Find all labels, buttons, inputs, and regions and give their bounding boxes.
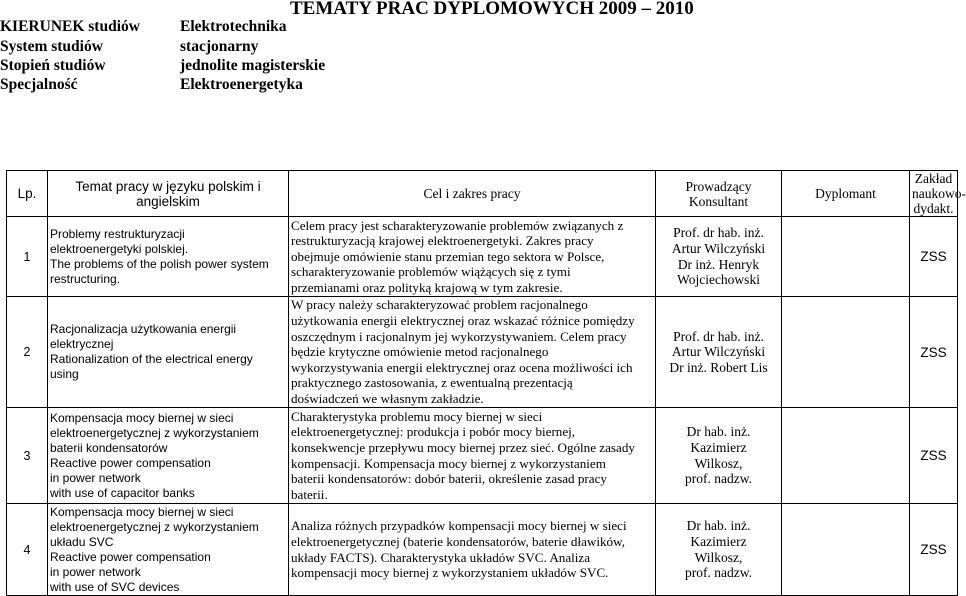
supervisor-cell: Prof. dr hab. inż. Artur Wilczyński Dr inż. Robert Lis [656,297,782,408]
topic-cell [48,504,289,596]
topic-pl-line: baterii kondensatorów [50,440,168,455]
row-number: 4 [7,504,48,596]
topic-pl-line: elektroenergetycznej z wykorzystaniem [50,519,259,534]
topic-pl-line: Problemy restrukturyzacji [50,226,185,241]
column-header-graduate: Dyplomant [782,171,910,217]
table-header-row [7,171,958,217]
topic-en-line: The problems of the polish power system [50,256,269,271]
topic-pl-line: układu SVC [50,534,114,549]
meta-value: stacjonarny [180,38,259,55]
graduate-cell [782,217,910,297]
table-row [7,297,958,408]
column-header-topic: Temat pracy w języku polskim i angielskim [48,171,289,217]
graduate-cell [782,504,910,596]
topic-pl-line: Racjonalizacja użytkowania energii [50,322,237,336]
meta-value: Elektroenergetyka [180,76,303,93]
supervisor-cell: Dr hab. inż. Kazimierz Wilkosz, prof. nadzw. [656,504,782,596]
topic-pl-line: Kompensacja mocy biernej w sieci [50,410,234,425]
meta-label: KIERUNEK studiów [0,18,140,35]
topic-en-line: Reactive power compensation [50,455,211,470]
column-header-description: Cel i zakres pracy [289,171,656,217]
topic-cell [48,408,289,504]
meta-value: jednolite magisterskie [180,57,326,74]
topic-en-line: in power network [50,470,141,485]
topic-en-line: with use of capacitor banks [50,485,195,500]
supervisor-cell: Dr hab. inż. Kazimierz Wilkosz, prof. nadzw. [656,408,782,504]
description-cell: W pracy należy scharakteryzować problem racjonalnego użytkowania energii elektrycznej oraz wskazać różnice pomiędzy oszczędnym i racjonalnym jej wykorzystywaniem. Celem pracy będzie krytyczne omówienie metod racjonalnego wykorzystywania energii elektrycznej oraz ocena możliwości ich praktycznego zastosowania, z ewentualną prezentacją doświadczeń we własnym zakładzie. [289,297,656,408]
row-number: 1 [7,217,48,297]
table-row [7,217,958,297]
supervisor-cell: Prof. dr hab. inż. Artur Wilczyński Dr inż. Henryk Wojciechowski [656,217,782,297]
department-cell: ZSS [910,504,958,596]
topic-en-line: with use of SVC devices [50,579,180,594]
column-header-department: Zakład naukowo- dydakt. [910,171,958,217]
topic-cell [48,217,289,297]
row-number: 3 [7,408,48,504]
topic-pl-line: Kompensacja mocy biernej w sieci [50,504,234,519]
meta-label: Stopień studiów [0,57,106,74]
department-cell: ZSS [910,217,958,297]
table-row [7,408,958,504]
column-header-supervisor: Prowadzący Konsultant [656,171,782,217]
description-cell: Charakterystyka problemu mocy biernej w sieci elektroenergetycznej: produkcja i pobór mocy biernej, konsekwencje przepływu mocy biernej przez sieć. Ogólne zasady kompensacji. Kompensacja mocy biernej z wykorzystaniem baterii kondensatorów: dobór baterii, określenie zasad pracy baterii. [289,408,656,504]
topic-pl-line: elektrycznej [50,337,114,351]
topic-cell [48,297,289,408]
row-number: 2 [7,297,48,408]
graduate-cell [782,297,910,408]
column-header-number: Lp. [7,171,48,217]
topic-en-line: Reactive power compensation [50,549,211,564]
graduate-cell [782,408,910,504]
department-cell: ZSS [910,408,958,504]
topic-pl-line: elektroenergetyki polskiej. [50,241,189,256]
description-cell: Analiza różnych przypadków kompensacji mocy biernej w sieci elektroenergetycznej (baterie kondensatorów, baterie dławików, układy FACTS). Charakterystyka układów SVC. Analiza kompensacji mocy biernej z wykorzystaniem układów SVC. [289,504,656,596]
description-cell: Celem pracy jest scharakteryzowanie problemów związanych z restrukturyzacją krajowej elektroenergetyki. Zakres pracy obejmuje omówienie stanu przemian tego sektora w Polsce, scharakteryzowanie problemów wiążących się z tymi przemianami oraz polityką krajową w tym zakresie. [289,217,656,297]
meta-label: System studiów [0,38,103,55]
table-row [7,504,958,596]
topic-en-line: restructuring. [50,271,121,286]
meta-value: Elektrotechnika [180,18,287,35]
topic-pl-line: elektroenergetycznej z wykorzystaniem [50,425,259,440]
topics-table [6,170,966,596]
document-title: TEMATY PRAC DYPLOMOWYCH 2009 – 2010 [290,0,694,19]
department-cell: ZSS [910,297,958,408]
topic-en-line: Rationalization of the electrical energy [50,352,253,366]
topic-en-line: in power network [50,564,141,579]
meta-label: Specjalność [0,76,78,93]
topic-en-line: using [50,367,79,381]
